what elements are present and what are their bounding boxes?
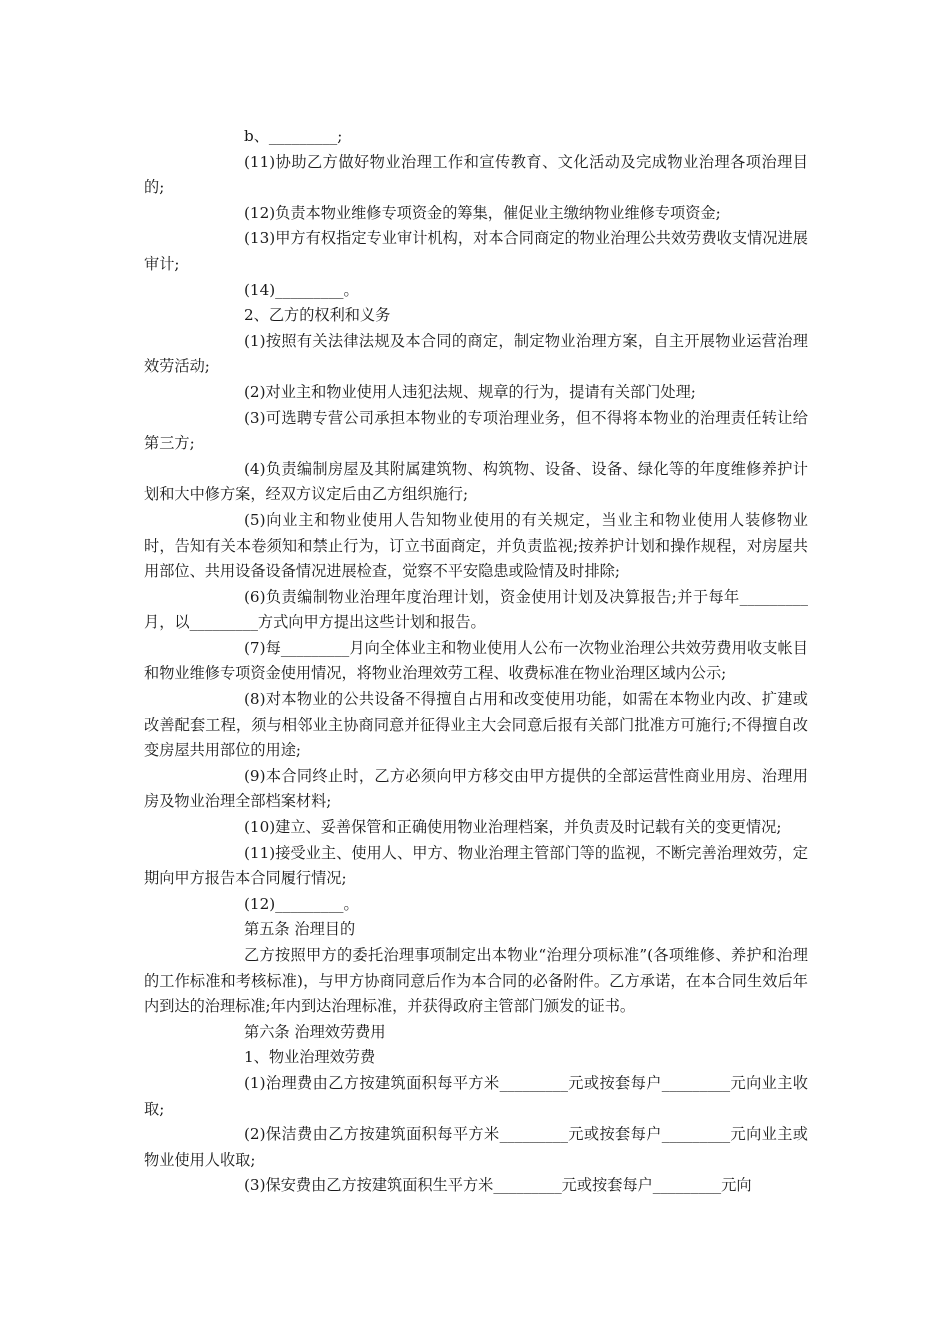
clause-10-party-b: (10)建立、妥善保管和正确使用物业治理档案，并负责及时记载有关的变更情况; [244,818,782,837]
article-5-body: 乙方按照甲方的委托治理事项制定出本物业“治理分项标准”(各项维修、养护和治理的工作标准和考核标准)，与甲方协商同意后作为本合同的必备附件。乙方承诺，在本合同生效后年内到达的治理标准;年内到达治理标准，并获得政府主管部门颁发的证书。 [144,946,808,1016]
clause-3-party-b: (3)可选聘专营公司承担本物业的专项治理业务，但不得将本物业的治理责任转让给第三方; [144,408,808,453]
clause-8-party-b: (8)对本物业的公共设备不得擅自占用和改变使用功能，如需在本物业内改、扩建或改善配套工程，须与相邻业主协商同意并征得业主大会同意后报有关部门批准方可施行;不得擅自改变房屋共用部位的用途; [144,690,808,760]
document-body [144,124,808,1199]
clause-6-party-b: (6)负责编制物业治理年度治理计划，资金使用计划及决算报告;并于每年_________月，以_________方式向甲方提出这些计划和报告。 [144,587,808,632]
clause-12-party-a: (12)负责本物业维修专项资金的筹集，催促业主缴纳物业维修专项资金; [244,203,721,222]
clause-7-party-b: (7)每_________月向全体业主和物业使用人公布一次物业治理公共效劳费用收支帐目和物业维修专项资金使用情况，将物业治理效劳工程、收费标准在物业治理区域内公示; [144,638,808,683]
clause-2-party-b: (2)对业主和物业使用人违犯法规、规章的行为，提请有关部门处理; [244,382,696,401]
fee-clause-1: (1)治理费由乙方按建筑面积每平方米_________元或按套每户_________元向业主收取; [144,1073,808,1118]
clause-4-party-b: (4)负责编制房屋及其附属建筑物、构筑物、设备、设备、绿化等的年度维修养护计划和大中修方案，经双方议定后由乙方组织施行; [144,459,808,504]
clause-11-party-a: (11)协助乙方做好物业治理工作和宣传教育、文化活动及完成物业治理各项治理目的; [144,152,808,197]
section-heading-party-b: 2、乙方的权利和义务 [244,306,391,325]
clause-9-party-b: (9)本合同终止时，乙方必须向甲方移交由甲方提供的全部运营性商业用房、治理用房及物业治理全部档案材料; [144,766,808,811]
fee-clause-3: (3)保安费由乙方按建筑面积生平方米_________元或按套每户_________元向 [244,1176,752,1195]
article-6-heading: 第六条 治理效劳费用 [244,1022,386,1041]
clause-11-party-b: (11)接受业主、使用人、甲方、物业治理主管部门等的监视，不断完善治理效劳，定期向甲方报告本合同履行情况; [144,843,808,888]
clause-13-party-a: (13)甲方有权指定专业审计机构，对本合同商定的物业治理公共效劳费收支情况进展审计; [144,229,808,273]
clause-1-party-b: (1)按照有关法律法规及本合同的商定，制定物业治理方案，自主开展物业运营治理效劳活动; [144,331,808,376]
article-5-heading: 第五条 治理目的 [244,920,356,939]
clause-b-blank: b、_________; [244,127,343,145]
fee-section-heading: 1、物业治理效劳费 [244,1048,376,1067]
clause-12-party-b: (12)_________。 [244,894,359,913]
fee-clause-2: (2)保洁费由乙方按建筑面积每平方米_________元或按套每户_________元向业主或物业使用人收取; [144,1125,808,1169]
clause-14-party-a: (14)_________。 [244,280,359,299]
clause-5-party-b: (5)向业主和物业使用人告知物业使用的有关规定，当业主和物业使用人装修物业时，告知有关本卷须知和禁止行为，订立书面商定，并负责监视;按养护计划和操作规程，对房屋共用部位、共用设备设备情况进展检查，觉察不平安隐患或险情及时排除; [144,510,808,581]
